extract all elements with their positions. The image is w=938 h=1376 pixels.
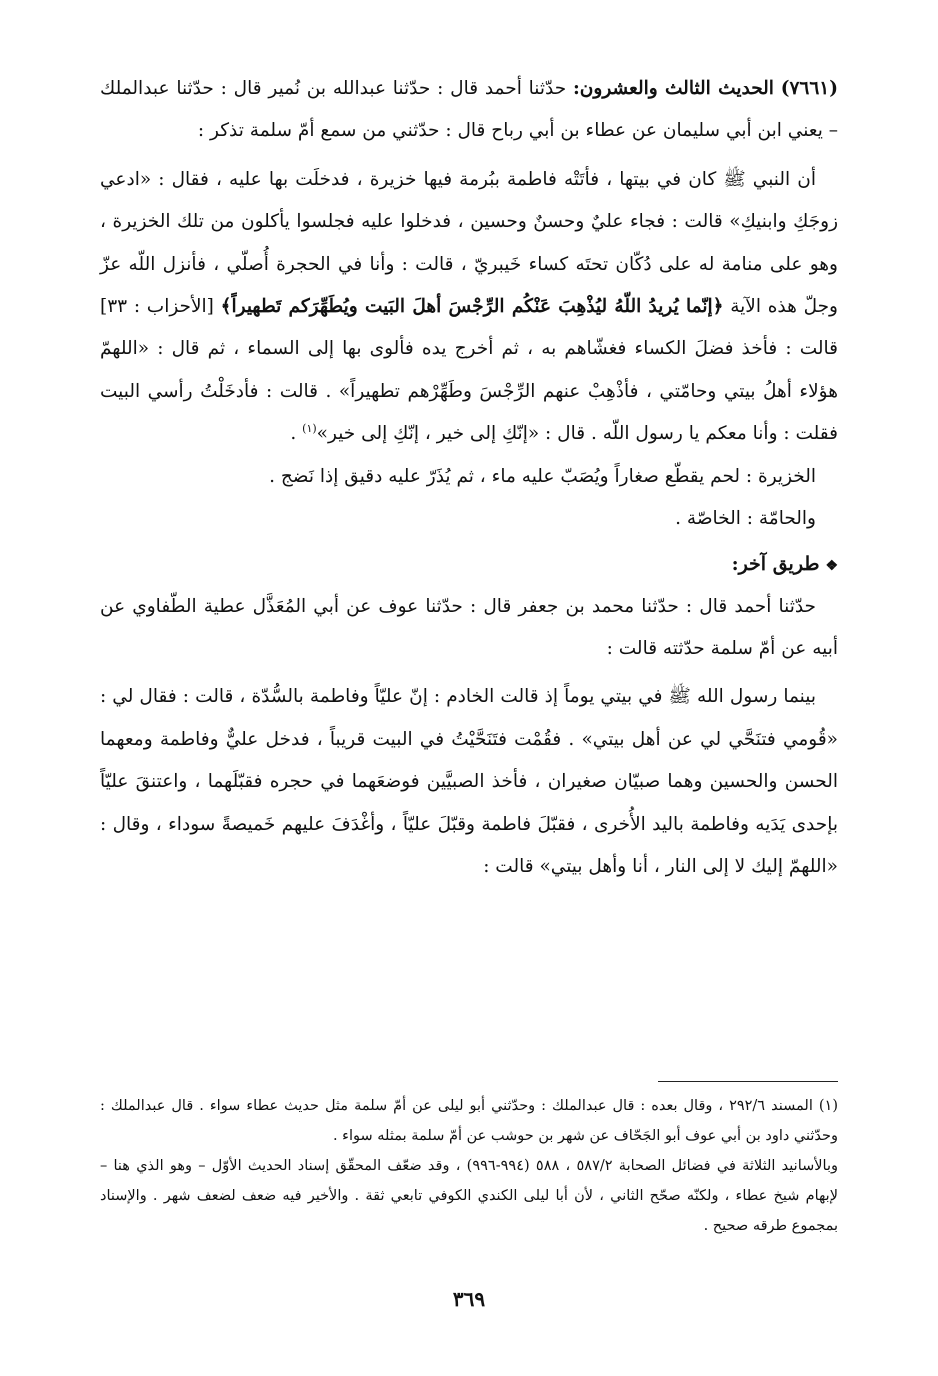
second-matn: بينما رسول الله ﷺ في بيتي يوماً إذ قالت الخادم : إنّ عليّاً وفاطمة بالسُّدّة ، قالت : فقال لي : «قُومي فتنَحَّي لي عن أهل بيتي» . فقُمْت فتَنَحَّيْتُ في البيت قريباً ، فدخل عليٌّ وفاطمة ومعهما الحسن والحسين وهما صبيّان صغيران ، فأخذ الصبيَّين فوضعَهما في حجره فقبّلَهما ، واعتنقَ عليّاً بإحدى يَدَيه وفاطمة باليد الأُخرى ، فقبّلَ فاطمة وقبّلَ عليّاً ، وأغْدَفَ عليهم خَميصةً سوداء ، وقال : «اللهمّ إليك لا إلى النار ، أنا وأهل بيتي» قالت : <box>100 686 838 878</box>
quran-verse: ﴿إنّما يُريدُ اللّهُ ليُذْهِبَ عَنْكُم الرِّجْسَ أهلَ البَيت ويُطَهِّرَكم تَطهيراً﴾ <box>220 296 724 318</box>
footnote-separator <box>658 1081 838 1082</box>
section-title: طريق آخر: <box>731 552 820 575</box>
page-body <box>100 68 838 889</box>
hadith-title: الحديث الثالث والعشرون: <box>572 78 774 99</box>
footnotes <box>100 1091 838 1241</box>
section-heading <box>100 544 838 586</box>
hadith-number: (٧٦٦١) <box>780 78 839 99</box>
hadith-matn <box>100 159 838 456</box>
hadith-isnad: حدّثنا أحمد قال : حدّثنا عبدالله بن نُمير قال : حدّثنا عبدالملك – يعني ابن أبي سليمان عن عطاء بن أبي رباح قال : حدّثني من سمع أمّ سلمة تذكر : <box>100 78 838 142</box>
definition-hamma: والحامّة : الخاصّة . <box>675 507 816 529</box>
footnote-ref-marker[interactable]: (١) <box>302 422 317 436</box>
footnote-line2: وبالأسانيد الثلاثة في فضائل الصحابة ٥٨٧/٢ ، ٥٨٨ (٩٩٤-٩٩٦) ، وقد ضعّف المحقّق إسناد الحديث الأوّل – وهو الذي هنا – لإبهام شيخ عطاء ، ولكنّه صحّح الثاني ، لأن أبا ليلى الكندي الكوفي تابعي ثقة . والأخير فيه ضعف لضعف شهر . والإسناد بمجموع طرقه صحيح . <box>100 1158 838 1234</box>
matn-end: . <box>290 423 303 445</box>
diamond-bullet-icon: ❖ <box>825 557 838 574</box>
footnote-line1: (١) المسند ٢٩٢/٦ ، وقال بعده : قال عبدالملك : وحدّثني أبو ليلى عن أمّ سلمة مثل حديث عطاء سواء . قال عبدالملك : وحدّثني داود بن أبي عوف أبو الجَحّاف عن شهر بن حوشب عن أمّ سلمة بمثله سواء . <box>100 1098 838 1144</box>
second-isnad: حدّثنا أحمد قال : حدّثنا محمد بن جعفر قال : حدّثنا عوف عن أبي المُعَذَّل عطية الطّفاوي عن أبيه عن أمّ سلمة حدّثته قالت : <box>100 595 838 660</box>
page-number: ٣٦٩ <box>452 1287 486 1311</box>
matn-part2: [الأحزاب : ٣٣] قالت : فأخذ فضلَ الكساء فغشّاهم به ، ثم أخرج يده فألوى بها إلى السماء ، ثم قال : «اللهمّ هؤلاء أهلُ بيتي وحامّتي ، فأذْهِبْ عنهم الرِّجْسَ وطَهِّرْهم تطهيراً» . قالت : فأدخَلْتُ رأسي البيت فقلت : وأنا معكم يا رسول اللّه . قال : «إنّكِ إلى خير ، إنّكِ إلى خير» <box>100 296 838 445</box>
definition-khazira: الخزيرة : لحم يقطّع صغاراً ويُصَبّ عليه ماء ، ثم يُذَرّ عليه دقيق إذا نَضج . <box>269 465 816 487</box>
matn-part1: أن النبي ﷺ كان في بيتها ، فأتَتْه فاطمة ببُرمة فيها خزيرة ، فدخلَت بها عليه ، فقال : «ادعي زوجَكِ وابنيكِ» قالت : فجاء عليٌ وحسنٌ وحسين ، فدخلوا عليه فجلسوا يأكلون من تلك الخزيرة ، وهو على منامة له على دُكّان تحتَه كساء خَيبريّ ، قالت : وأنا في الحجرة أُصلّي ، فأنزل اللّه عزّ وجلّ هذه الآية <box>100 168 838 318</box>
hadith-intro <box>100 68 838 153</box>
